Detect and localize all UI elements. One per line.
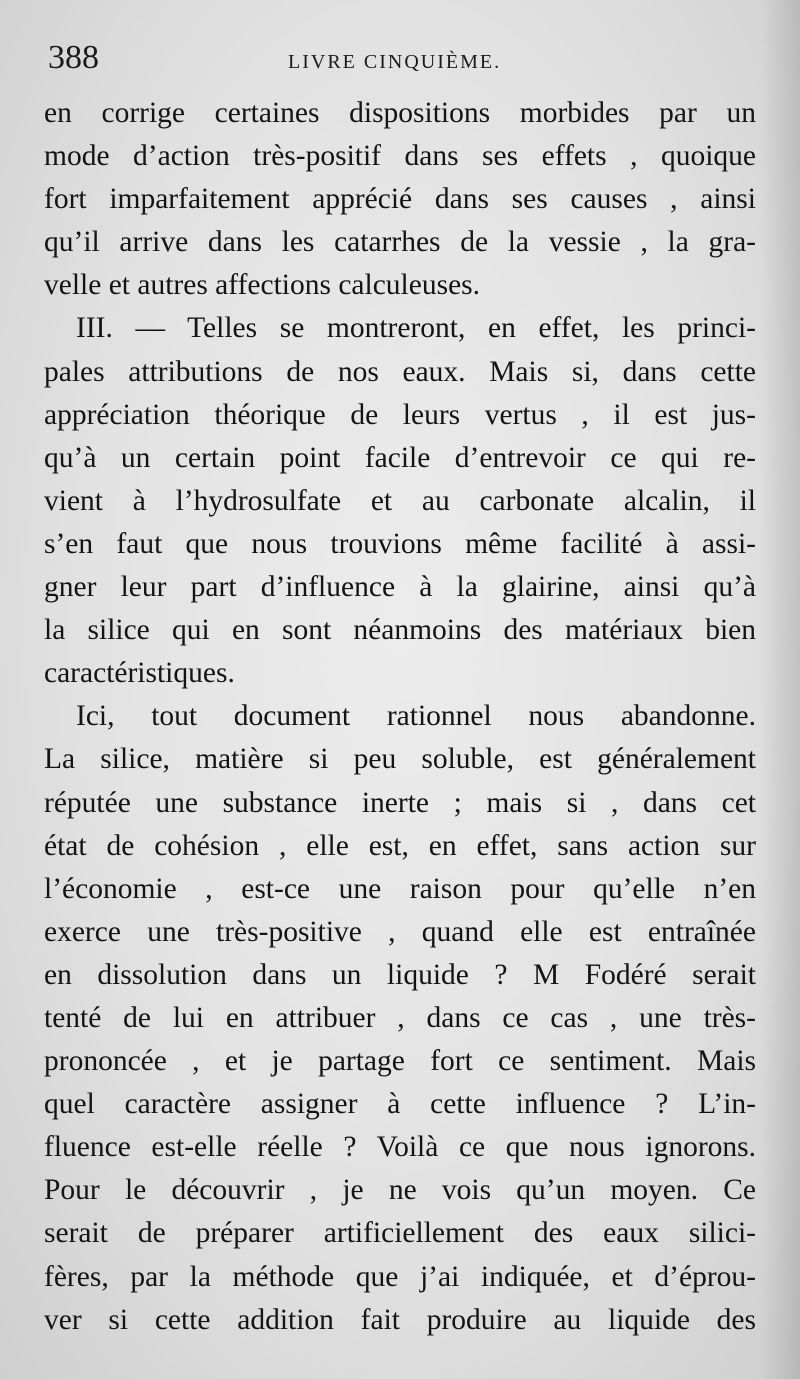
text-line: La silice, matière si peu soluble, est généralement [44,743,756,776]
text-line: s’en faut que nous trouvions même facilité à assi- [44,527,756,560]
body-text [44,92,756,1342]
text-line: qu’à un certain point facile d’entrevoir ce qui re- [44,441,756,474]
text-line: velle et autres affections calculeuses. [44,269,481,302]
text-line: état de cohésion , elle est, en effet, sans action sur [44,829,756,862]
text-line: appréciation théorique de leurs vertus , il est jus- [44,398,756,431]
page-number: 388 [48,39,99,76]
text-line: réputée une substance inerte ; mais si , dans cet [44,786,756,819]
text-line: serait de préparer artificiellement des eaux silici- [44,1217,756,1250]
text-line: Pour le découvrir , je ne vois qu’un moyen. Ce [44,1174,756,1207]
text-line: gner leur part d’influence à la glairine, ainsi qu’à [44,571,756,604]
text-line: fluence est-elle réelle ? Voilà ce que nous ignorons. [44,1131,756,1164]
text-line: III. — Telles se montreront, en effet, les princi- [76,312,756,345]
running-head: LIVRE CINQUIÈME. [288,51,502,73]
text-line: fort imparfaitement apprécié dans ses causes , ainsi [44,183,756,216]
text-line: mode d’action très-positif dans ses effets , quoique [44,140,756,173]
text-line: caractéristiques. [44,657,235,690]
text-line: tenté de lui en attribuer , dans ce cas , une très- [44,1001,756,1034]
text-line: la silice qui en sont néanmoins des matériaux bien [44,614,756,647]
text-line: quel caractère assigner à cette influence ? L’in- [44,1088,756,1121]
text-line: fères, par la méthode que j’ai indiquée, et d’éprou- [44,1260,756,1293]
text-line: vient à l’hydrosulfate et au carbonate alcalin, il [44,484,756,517]
text-line: en dissolution dans un liquide ? M Fodéré serait [44,958,756,991]
text-line: en corrige certaines dispositions morbides par un [44,97,756,129]
text-line: qu’il arrive dans les catarrhes de la vessie , la gra- [44,226,756,259]
text-line: pales attributions de nos eaux. Mais si, dans cette [44,355,756,388]
text-line: ver si cette addition fait produire au liquide des [44,1303,756,1336]
text-line: Ici, tout document rationnel nous abandonne. [76,700,756,733]
text-line: l’économie , est-ce une raison pour qu’elle n’en [44,872,756,905]
text-line: exerce une très-positive , quand elle est entraînée [44,915,756,948]
page-header [44,38,756,78]
text-line: prononcée , et je partage fort ce sentiment. Mais [44,1045,756,1078]
